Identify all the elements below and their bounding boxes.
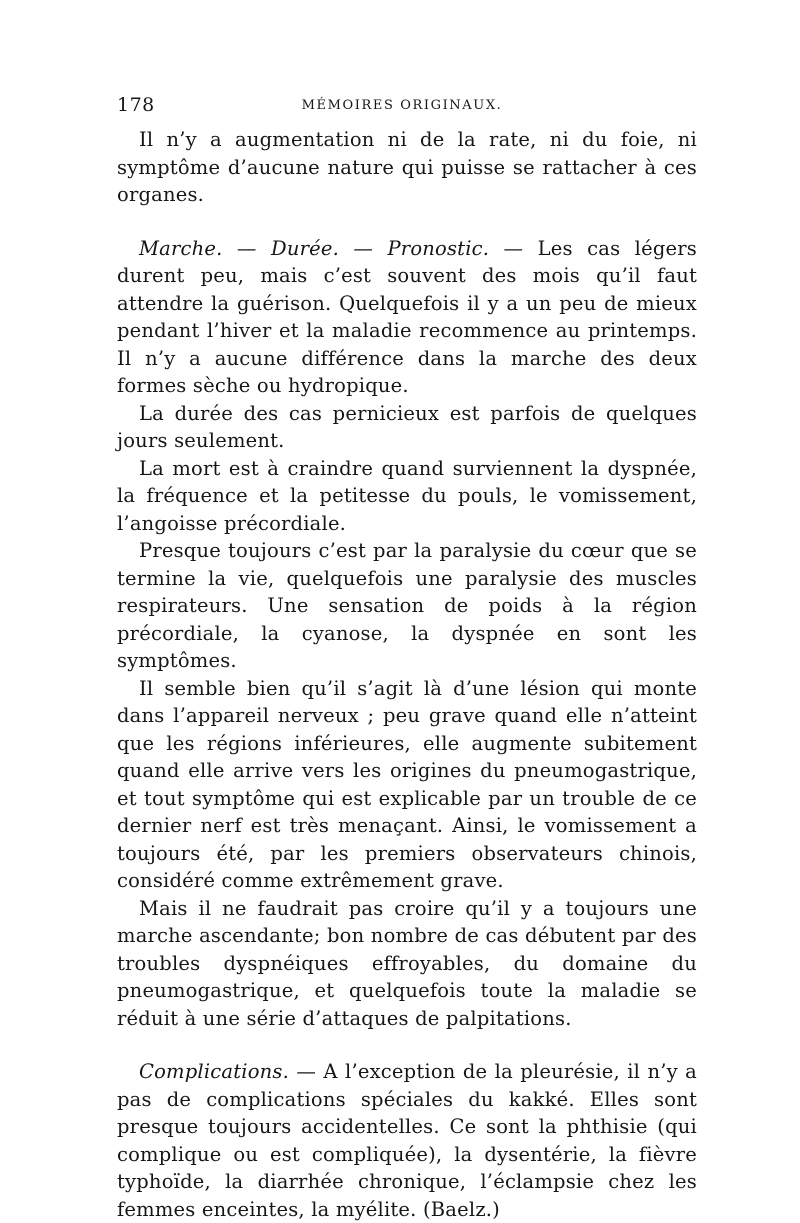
- section-heading-complications: Complications.: [139, 1060, 290, 1083]
- page-header: [117, 94, 697, 120]
- page-number: 178: [117, 94, 155, 116]
- paragraph-mort: La mort est à craindre quand surviennent la dyspnée, la fréquence et la petitesse du pouls, le vomissement, l’angoisse précordiale.: [117, 456, 697, 535]
- body-text: [117, 126, 697, 1223]
- paragraph-complications: [117, 1058, 697, 1223]
- paragraph-paralysie: Presque toujours c’est par la paralysie du cœur que se termine la vie, quelquefois une paralysie des muscles respirateurs. Une sensation de poids à la région précordiale, la cyanose, la dyspnée en sont les symptômes.: [117, 539, 697, 672]
- running-title: MÉMOIRES ORIGINAUX.: [301, 98, 503, 113]
- paragraph-complications-text: — A l’exception de la pleurésie, il n’y a pas de complications spéciales du kakké. Elles sont presque toujours accidentelles. Ce sont la phthisie (qui complique ou est compliquée), la dysentérie, la fièvre typhoïde, la diarrhée chronique, l’éclampsie chez les femmes enceintes, la myélite. (Baelz.): [117, 1060, 697, 1221]
- paragraph-duree-pernicieux: La durée des cas pernicieux est parfois de quelques jours seulement.: [117, 401, 697, 452]
- paragraph-marche: [117, 235, 697, 400]
- paragraph-lesion: Il semble bien qu’il s’agit là d’une lésion qui monte dans l’appareil nerveux ; peu grave quand elle n’atteint que les régions inférieures, elle augmente subitement quand elle arrive vers les origines du pneumogastrique, et tout symptôme qui est explicable par un trouble de ce dernier nerf est très menaçant. Ainsi, le vomissement a toujours été, par les premiers observateurs chinois, considéré comme extrêmement grave.: [117, 676, 697, 892]
- paragraph-organs: Il n’y a augmentation ni de la rate, ni du foie, ni symptôme d’aucune nature qui puisse se rattacher à ces organes.: [117, 128, 697, 206]
- paragraph-marche-ascendante: Mais il ne faudrait pas croire qu’il y a toujours une marche ascendante; bon nombre de cas débutent par des troubles dyspnéiques effroyables, du domaine du pneumogastrique, et quelquefois toute la maladie se réduit à une série d’attaques de palpitations.: [117, 896, 697, 1030]
- section-heading-marche: Marche. — Durée. — Pronostic.: [139, 236, 490, 260]
- paragraph-marche-text: — Les cas légers durent peu, mais c’est souvent des mois qu’il faut attendre la guérison. Quelquefois il y a un peu de mieux pendant l’hiver et la maladie recommence au printemps. Il n’y a aucune différence dans la marche des deux formes sèche ou hydropique.: [117, 236, 698, 397]
